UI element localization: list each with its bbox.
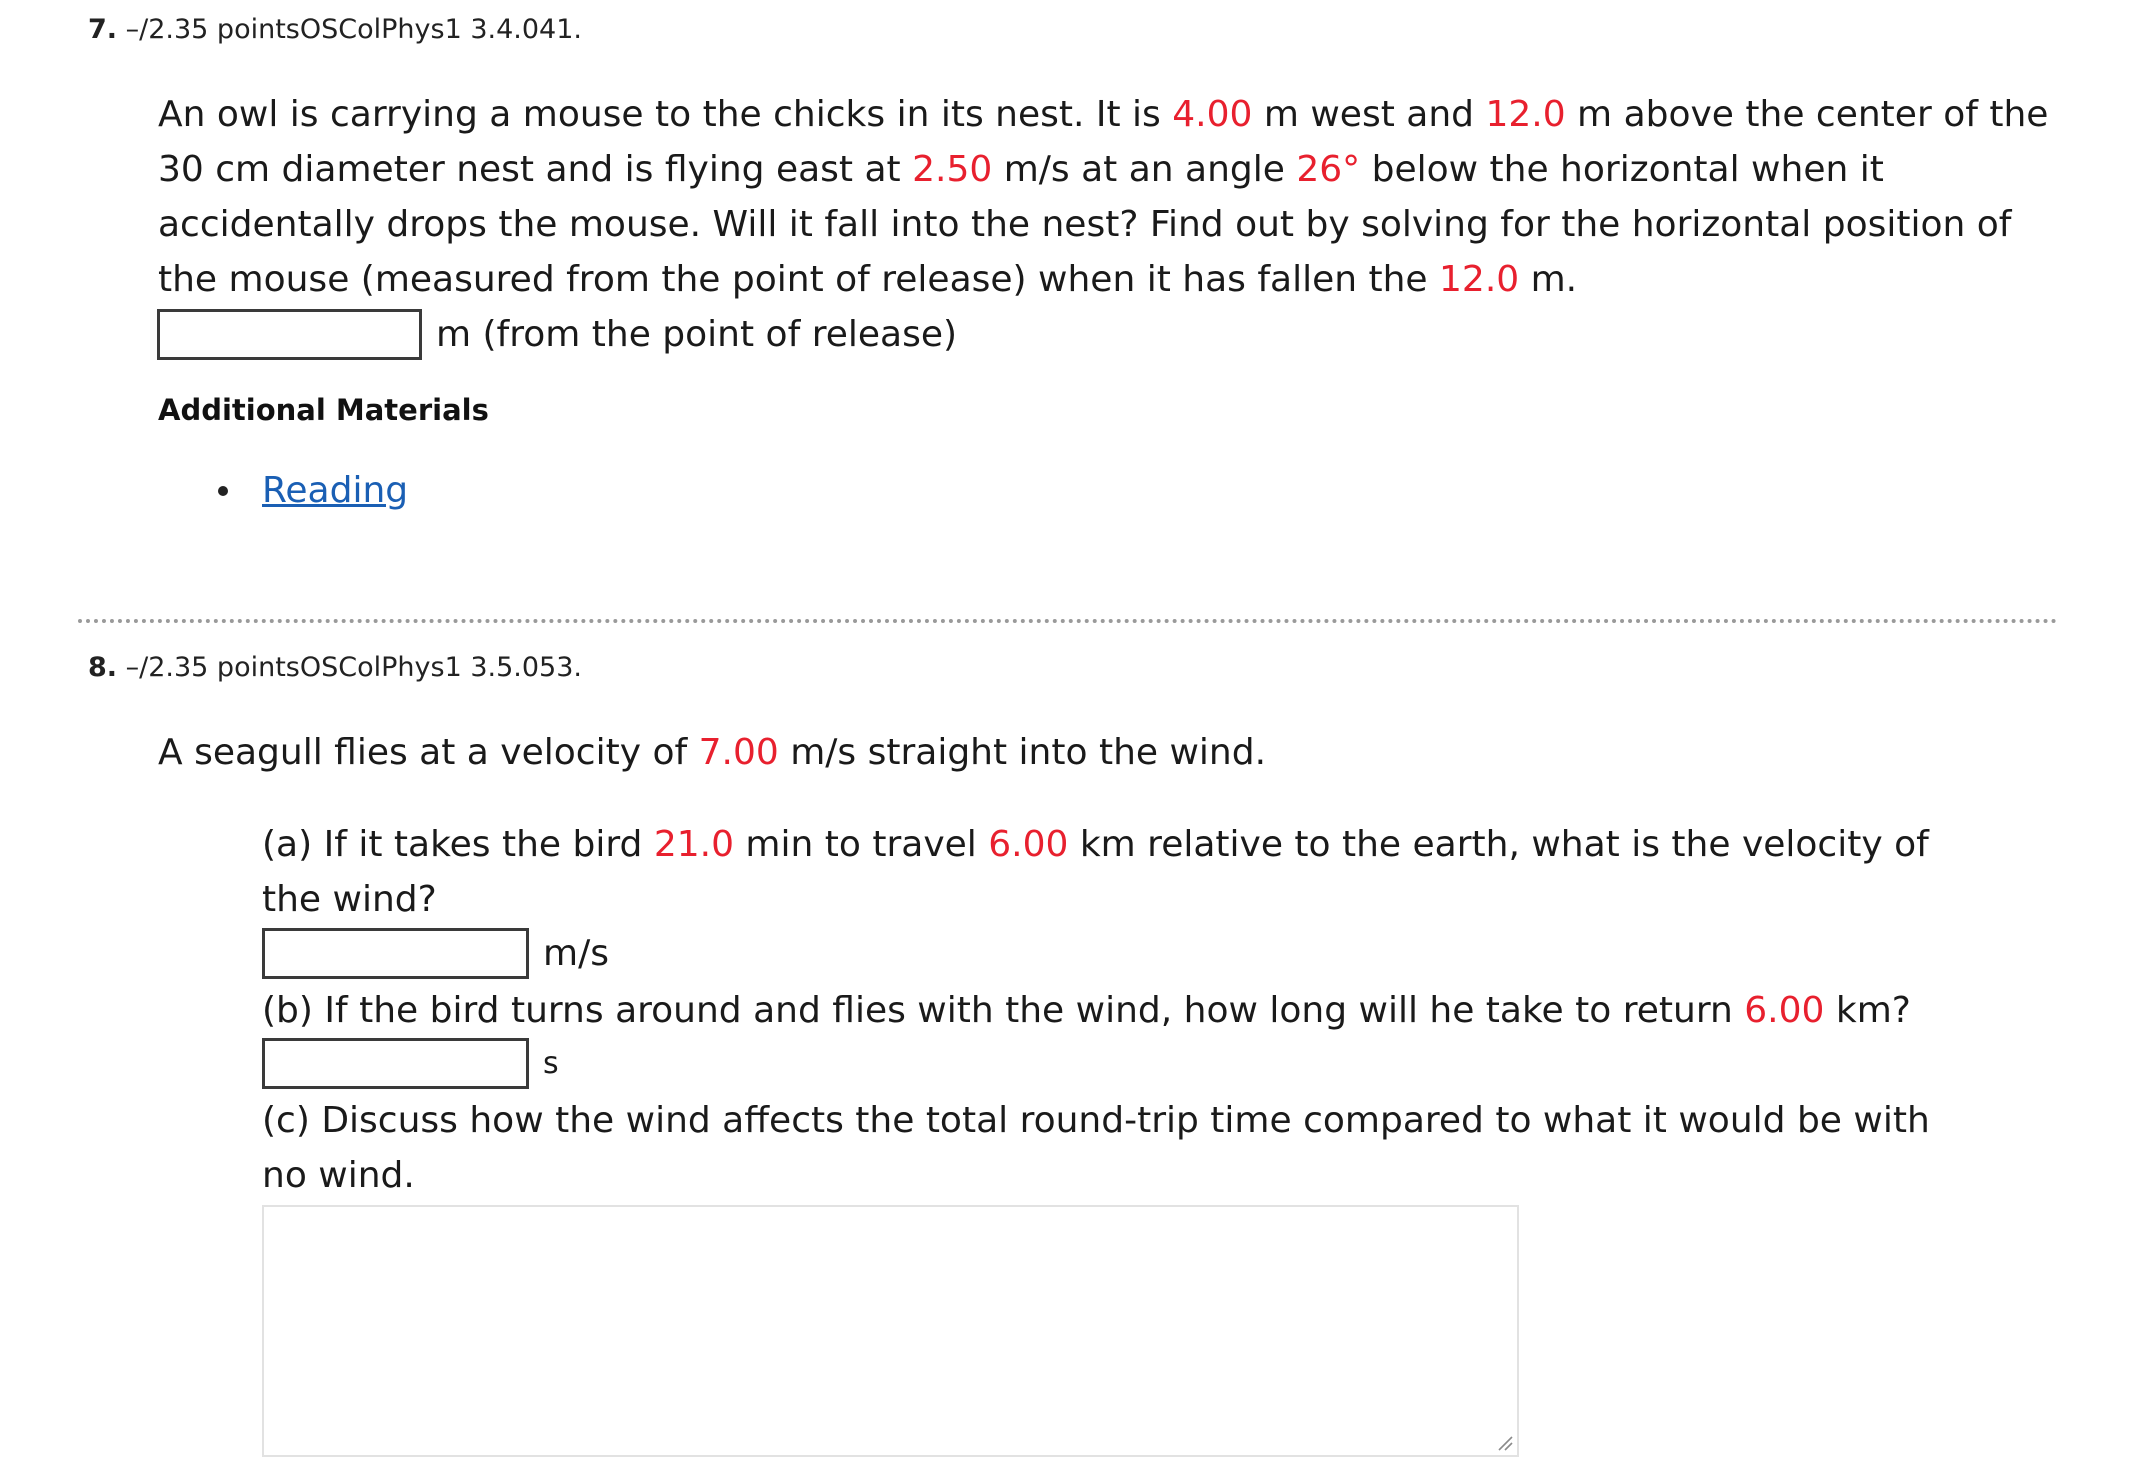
- q7-answer-input[interactable]: [157, 309, 422, 360]
- q7-line-1: An owl is carrying a mouse to the chicks in its nest. It is 4.00 m west and 12.0 m above the center of the: [158, 94, 2049, 135]
- q8-part-a-text: (a) If it takes the bird 21.0 min to travel 6.00 km relative to the earth, what is the velocity of the wind?: [262, 824, 1929, 920]
- additional-materials-heading: Additional Materials: [158, 393, 489, 427]
- q8-part-b-unit: s: [543, 1046, 559, 1081]
- q8-part-b-answer-row: [262, 1038, 559, 1089]
- q8-intro: A seagull flies at a velocity of 7.00 m/s straight into the wind.: [158, 732, 1267, 773]
- q8-part-a-unit: m/s: [543, 933, 609, 974]
- q7-value-speed: 2.50: [912, 149, 993, 190]
- q8-value-velocity: 7.00: [698, 732, 779, 773]
- q8-part-c-text: (c) Discuss how the wind affects the total round-trip time compared to what it would be with no wind.: [262, 1100, 1930, 1196]
- q8-value-return-distance: 6.00: [1744, 990, 1825, 1031]
- q8-number: 8.: [88, 652, 118, 683]
- question-divider: [78, 619, 2058, 623]
- q8-header: [88, 652, 582, 683]
- q8-part-a-answer-row: [262, 928, 609, 979]
- q7-number: 7.: [88, 14, 118, 45]
- q7-value-west: 4.00: [1172, 94, 1253, 135]
- q7-header: [88, 14, 582, 45]
- q8-value-time: 21.0: [653, 824, 734, 865]
- q7-value-height: 12.0: [1485, 94, 1566, 135]
- q7-answer-row: [157, 309, 957, 360]
- q7-value-angle: 26°: [1296, 149, 1361, 190]
- q8-part-b-text: (b) If the bird turns around and flies with the wind, how long will he take to return 6.00 km?: [262, 990, 1911, 1031]
- q7-line-3: accidentally drops the mouse. Will it fall into the nest? Find out by solving for the horizontal position of: [158, 204, 2012, 245]
- bullet-icon: [218, 486, 228, 496]
- q8-value-distance: 6.00: [988, 824, 1069, 865]
- q7-line-4: the mouse (measured from the point of release) when it has fallen the 12.0 m.: [158, 259, 1578, 300]
- q8-part-b-input[interactable]: [262, 1038, 529, 1089]
- resize-grip-icon[interactable]: [1495, 1433, 1513, 1451]
- q8-meta: –/2.35 pointsOSColPhys1 3.5.053.: [125, 652, 582, 683]
- q7-value-fall: 12.0: [1439, 259, 1520, 300]
- reading-link[interactable]: Reading: [262, 470, 409, 511]
- q7-meta: –/2.35 pointsOSColPhys1 3.4.041.: [125, 14, 582, 45]
- q8-part-a-input[interactable]: [262, 928, 529, 979]
- q7-question-text: [158, 87, 2048, 307]
- additional-materials-list: [218, 470, 408, 511]
- q8-part-c-textarea[interactable]: [262, 1205, 1519, 1457]
- q7-answer-unit: m (from the point of release): [436, 314, 958, 355]
- q7-line-2: 30 cm diameter nest and is flying east at 2.50 m/s at an angle 26° below the horizontal when it: [158, 149, 1884, 190]
